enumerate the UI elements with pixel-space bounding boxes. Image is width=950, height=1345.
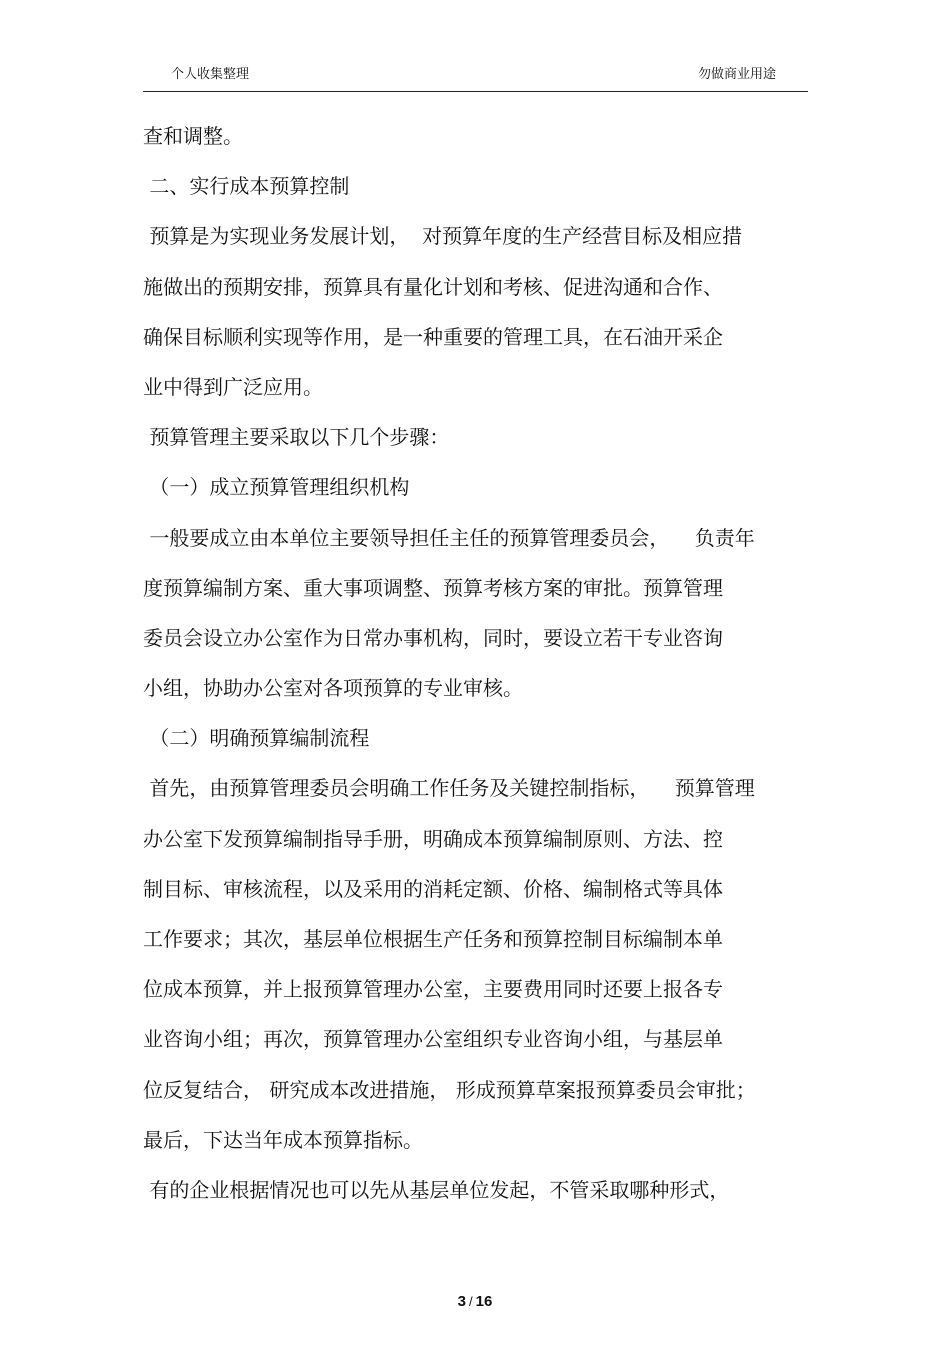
text-line: 工作要求；其次，基层单位根据生产任务和预算控制目标编制本单 [143, 927, 723, 951]
header-left-text: 个人收集整理 [171, 67, 250, 82]
text-line: 度预算编制方案、重大事项调整、预算考核方案的审批。预算管理 [143, 575, 723, 600]
subsection-heading: （二）明确预算编制流程 [143, 726, 370, 751]
text-line: 预算是为实现业务发展计划， 对预算年度的生产经营目标及相应措 [143, 224, 743, 249]
text-line: 有的企业根据情况也可以先从基层单位发起，不管采取哪种形式， [143, 1177, 730, 1202]
text-line: 首先，由预算管理委员会明确工作任务及关键控制指标， 预算管理 [143, 776, 755, 801]
text-line: 位反复结合， 研究成本改进措施， 形成预算草案报预算委员会审批； [143, 1077, 756, 1102]
subsection-heading: （一）成立预算管理组织机构 [143, 475, 410, 500]
text-line: 一般要成立由本单位主要领导担任主任的预算管理委员会， 负责年 [143, 525, 755, 550]
section-heading: 二、实行成本预算控制 [143, 174, 350, 199]
current-page: 3 [457, 1293, 467, 1310]
page-number [0, 1292, 950, 1312]
header-divider [143, 91, 808, 92]
text-line: 委员会设立办公室作为日常办事机构，同时，要设立若干专业咨询 [143, 625, 723, 650]
text-line: 查和调整。 [143, 124, 243, 148]
header-right-text: 勿做商业用途 [697, 67, 776, 82]
text-line: 业中得到广泛应用。 [143, 374, 323, 399]
text-line: 位成本预算，并上报预算管理办公室，主要费用同时还要上报各专 [143, 977, 723, 1002]
page-header [143, 66, 808, 90]
text-line: 最后，下达当年成本预算指标。 [143, 1127, 423, 1152]
text-line: 制目标、审核流程，以及采用的消耗定额、价格、编制格式等具体 [143, 876, 723, 901]
text-line: 业咨询小组；再次，预算管理办公室组织专业咨询小组，与基层单 [143, 1027, 723, 1052]
text-line: 预算管理主要采取以下几个步骤： [143, 425, 450, 450]
text-line: 小组，协助办公室对各项预算的专业审核。 [143, 676, 523, 701]
text-line: 办公室下发预算编制指导手册，明确成本预算编制原则、方法、控 [143, 826, 723, 851]
total-pages: 16 [475, 1293, 493, 1310]
text-line: 确保目标顺利实现等作用，是一种重要的管理工具，在石油开采企 [143, 324, 723, 349]
text-line: 施做出的预期安排，预算具有量化计划和考核、促进沟通和合作、 [143, 274, 723, 299]
page-separator: / [469, 1294, 473, 1309]
document-body [143, 124, 808, 1228]
